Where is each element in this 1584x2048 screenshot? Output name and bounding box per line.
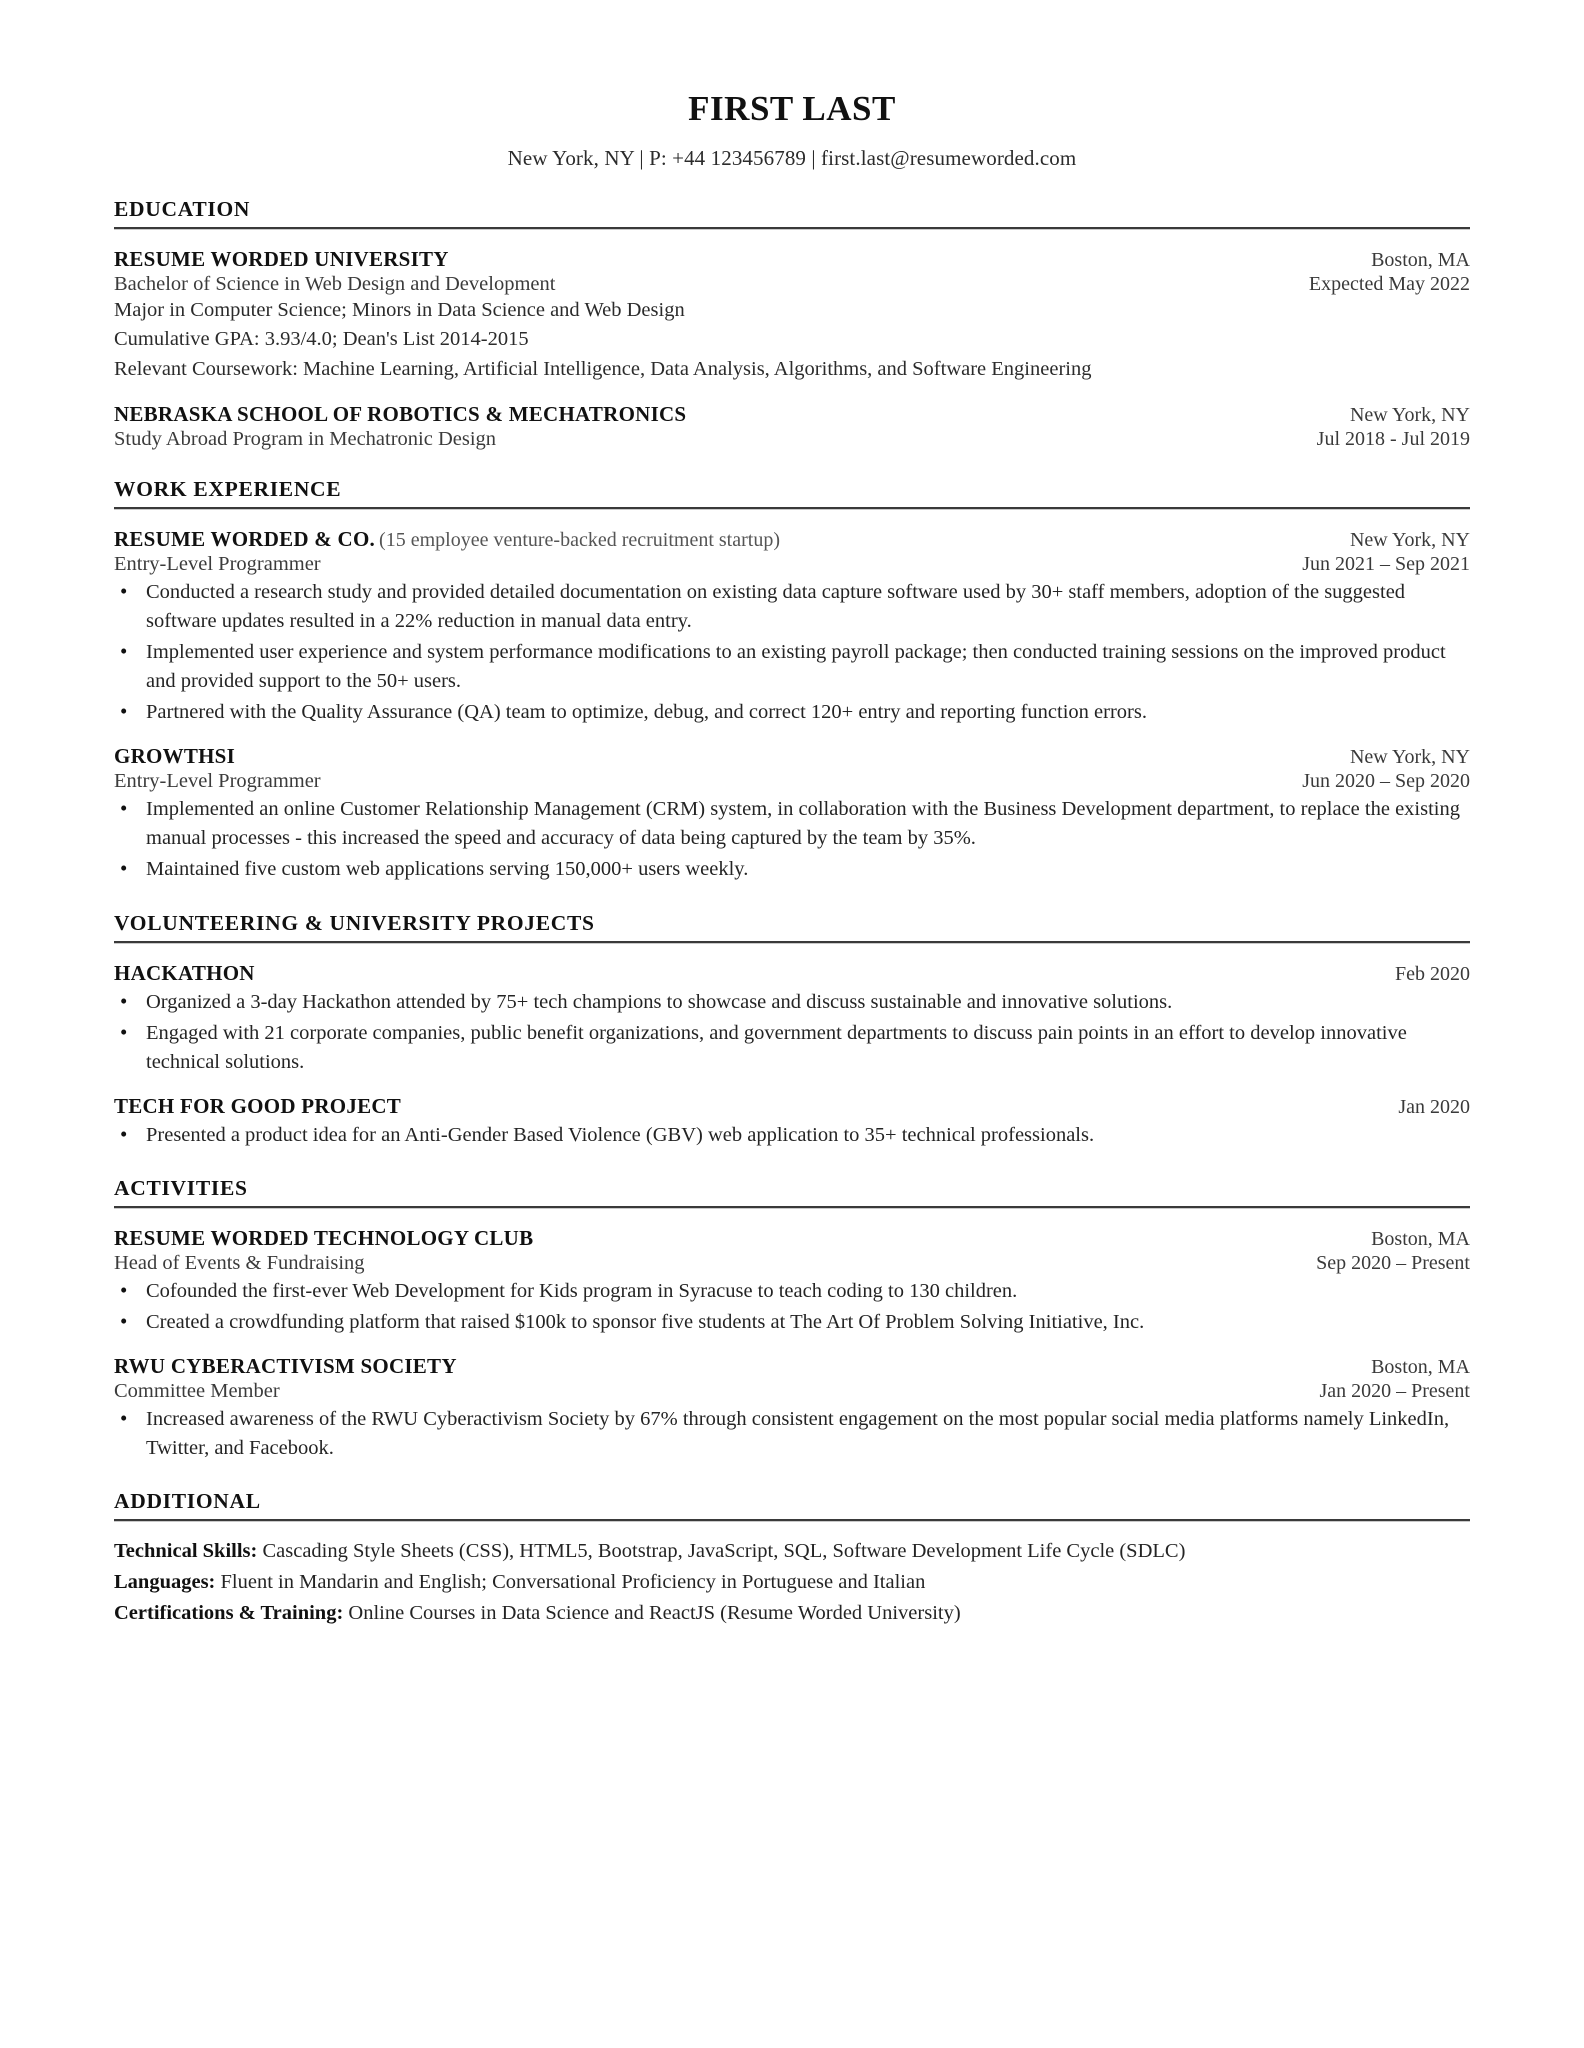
additional-label: Languages: bbox=[114, 1571, 216, 1594]
section-heading-education: EDUCATION bbox=[114, 196, 251, 221]
entry-dates: Jul 2018 - Jul 2019 bbox=[1316, 427, 1470, 450]
section-work-experience bbox=[114, 477, 1470, 885]
contact-line: New York, NY | P: +44 123456789 | first.last@resumeworded.com bbox=[507, 145, 1077, 170]
bullet-list bbox=[114, 795, 1470, 884]
entry-subheader-row bbox=[114, 770, 1470, 793]
entry-subheader-row bbox=[114, 273, 1470, 296]
entry-location: New York, NY bbox=[1349, 746, 1470, 769]
entry-header-row bbox=[114, 402, 1470, 427]
list-item: • Cofounded the first-ever Web Development for Kids program in Syracuse to teach coding to 130 children. bbox=[114, 1277, 1470, 1306]
entry-role: Bachelor of Science in Web Design and Development bbox=[114, 272, 556, 295]
list-item: • Conducted a research study and provided detailed documentation on existing data capture software used by 30+ staff members, adoption of the suggested software updates resulted in a 22% reduction in manual data entry. bbox=[114, 578, 1470, 636]
list-item: • Partnered with the Quality Assurance (QA) team to optimize, debug, and correct 120+ entry and reporting function errors. bbox=[114, 698, 1470, 727]
bullet-list bbox=[114, 988, 1470, 1077]
entry-dates: Expected May 2022 bbox=[1308, 272, 1470, 295]
entry-role: Entry-Level Programmer bbox=[114, 770, 321, 793]
section-divider bbox=[114, 941, 1470, 944]
section-heading-activities: ACTIVITIES bbox=[114, 1175, 248, 1200]
organization-block bbox=[114, 527, 780, 552]
entry-role: Study Abroad Program in Mechatronic Design bbox=[114, 427, 497, 450]
entry-subheader-row bbox=[114, 428, 1470, 451]
entry-detail: Cumulative GPA: 3.93/4.0; Dean's List 2014-2015 bbox=[114, 328, 529, 351]
entry-dates: Feb 2020 bbox=[1395, 962, 1470, 985]
education-entry bbox=[114, 247, 1470, 385]
entry-dates: Jan 2020 bbox=[1398, 1095, 1470, 1118]
list-item: • Implemented an online Customer Relationship Management (CRM) system, in collaboration with the Business Development department, to replace the existing manual processes - this increased the speed and accuracy of data being captured by the team by 35%. bbox=[114, 795, 1470, 853]
section-divider bbox=[114, 1206, 1470, 1209]
activity-entry bbox=[114, 1226, 1470, 1337]
entry-subheader-row bbox=[114, 553, 1470, 576]
entry-dates: Sep 2020 – Present bbox=[1316, 1251, 1470, 1274]
bullet-list bbox=[114, 1121, 1470, 1150]
entry-subheader-row bbox=[114, 1252, 1470, 1275]
entry-dates: Jan 2020 – Present bbox=[1319, 1380, 1470, 1403]
organization-name: RESUME WORDED UNIVERSITY bbox=[114, 246, 449, 271]
additional-label: Technical Skills: bbox=[114, 1540, 258, 1563]
resume-header bbox=[114, 0, 1470, 171]
list-item: • Created a crowdfunding platform that raised $100k to sponsor five students at The Art Of Problem Solving Initiative, Inc. bbox=[114, 1308, 1470, 1337]
additional-label: Certifications & Training: bbox=[114, 1601, 344, 1624]
volunteering-entry bbox=[114, 1094, 1470, 1150]
list-item: • Implemented user experience and system performance modifications to an existing payroll package; then conducted training sessions on the improved product and provided support to the 50+ users. bbox=[114, 638, 1470, 696]
organization-name: RWU CYBERACTIVISM SOCIETY bbox=[114, 1354, 457, 1379]
work-entry bbox=[114, 744, 1470, 884]
entry-header-row bbox=[114, 961, 1470, 986]
list-item: • Organized a 3-day Hackathon attended by 75+ tech champions to showcase and discuss sustainable and innovative solutions. bbox=[114, 988, 1470, 1017]
section-divider bbox=[114, 507, 1470, 510]
entry-role: Head of Events & Fundraising bbox=[114, 1251, 365, 1274]
additional-list bbox=[114, 1536, 1470, 1628]
organization-name: RESUME WORDED & CO. bbox=[114, 526, 376, 551]
entry-role: Committee Member bbox=[114, 1380, 280, 1403]
additional-line bbox=[114, 1536, 1470, 1567]
entry-location: Boston, MA bbox=[1371, 1356, 1470, 1379]
section-activities bbox=[114, 1176, 1470, 1463]
entry-dates: Jun 2020 – Sep 2020 bbox=[1302, 770, 1470, 793]
section-heading-work-experience: WORK EXPERIENCE bbox=[114, 476, 342, 501]
section-divider bbox=[114, 227, 1470, 230]
organization-name: TECH FOR GOOD PROJECT bbox=[114, 1093, 402, 1118]
section-divider bbox=[114, 1519, 1470, 1522]
bullet-list bbox=[114, 578, 1470, 728]
entry-location: New York, NY bbox=[1349, 403, 1470, 426]
list-item: • Maintained five custom web applications serving 150,000+ users weekly. bbox=[114, 855, 1470, 884]
page-title: FIRST LAST bbox=[688, 89, 896, 128]
list-item: • Increased awareness of the RWU Cyberactivism Society by 67% through consistent engagement on the most popular social media platforms namely LinkedIn, Twitter, and Facebook. bbox=[114, 1405, 1470, 1463]
additional-value: Online Courses in Data Science and ReactJS (Resume Worded University) bbox=[343, 1601, 961, 1624]
additional-value: Fluent in Mandarin and English; Conversational Proficiency in Portuguese and Italian bbox=[215, 1571, 926, 1594]
entry-location: New York, NY bbox=[1349, 528, 1470, 551]
organization-name: RESUME WORDED TECHNOLOGY CLUB bbox=[114, 1225, 534, 1250]
entry-header-row bbox=[114, 527, 1470, 552]
entry-header-row bbox=[114, 1094, 1470, 1119]
entry-subheader-row bbox=[114, 1380, 1470, 1403]
section-volunteering bbox=[114, 911, 1470, 1150]
entry-detail: Major in Computer Science; Minors in Data Science and Web Design bbox=[114, 298, 685, 321]
work-entry bbox=[114, 527, 1470, 728]
organization-name: GROWTHSI bbox=[114, 744, 236, 769]
organization-name: NEBRASKA SCHOOL OF ROBOTICS & MECHATRONICS bbox=[114, 401, 687, 426]
additional-value: Cascading Style Sheets (CSS), HTML5, Bootstrap, JavaScript, SQL, Software Development Life Cycle (SDLC) bbox=[257, 1540, 1186, 1563]
section-additional bbox=[114, 1489, 1470, 1628]
entry-header-row bbox=[114, 1226, 1470, 1251]
entry-detail: Relevant Coursework: Machine Learning, Artificial Intelligence, Data Analysis, Algorithms, and Software Engineering bbox=[114, 357, 1092, 380]
entry-location: Boston, MA bbox=[1371, 1227, 1470, 1250]
additional-line bbox=[114, 1598, 1470, 1629]
section-heading-volunteering: VOLUNTEERING & UNIVERSITY PROJECTS bbox=[114, 910, 595, 935]
additional-line bbox=[114, 1567, 1470, 1598]
bullet-list bbox=[114, 1277, 1470, 1337]
entry-header-row bbox=[114, 247, 1470, 272]
organization-name: HACKATHON bbox=[114, 960, 255, 985]
bullet-list bbox=[114, 1405, 1470, 1463]
entry-location: Boston, MA bbox=[1371, 248, 1470, 271]
list-item: • Presented a product idea for an Anti-Gender Based Violence (GBV) web application to 35+ technical professionals. bbox=[114, 1121, 1470, 1150]
entry-role: Entry-Level Programmer bbox=[114, 552, 321, 575]
entry-header-row bbox=[114, 1354, 1470, 1379]
section-education bbox=[114, 197, 1470, 451]
activity-entry bbox=[114, 1354, 1470, 1463]
list-item: • Engaged with 21 corporate companies, public benefit organizations, and government departments to discuss pain points in an effort to develop innovative technical solutions. bbox=[114, 1019, 1470, 1077]
entry-dates: Jun 2021 – Sep 2021 bbox=[1302, 552, 1470, 575]
organization-note: (15 employee venture-backed recruitment startup) bbox=[379, 528, 780, 551]
education-entry bbox=[114, 402, 1470, 451]
section-heading-additional: ADDITIONAL bbox=[114, 1489, 261, 1514]
entry-header-row bbox=[114, 744, 1470, 769]
volunteering-entry bbox=[114, 961, 1470, 1077]
